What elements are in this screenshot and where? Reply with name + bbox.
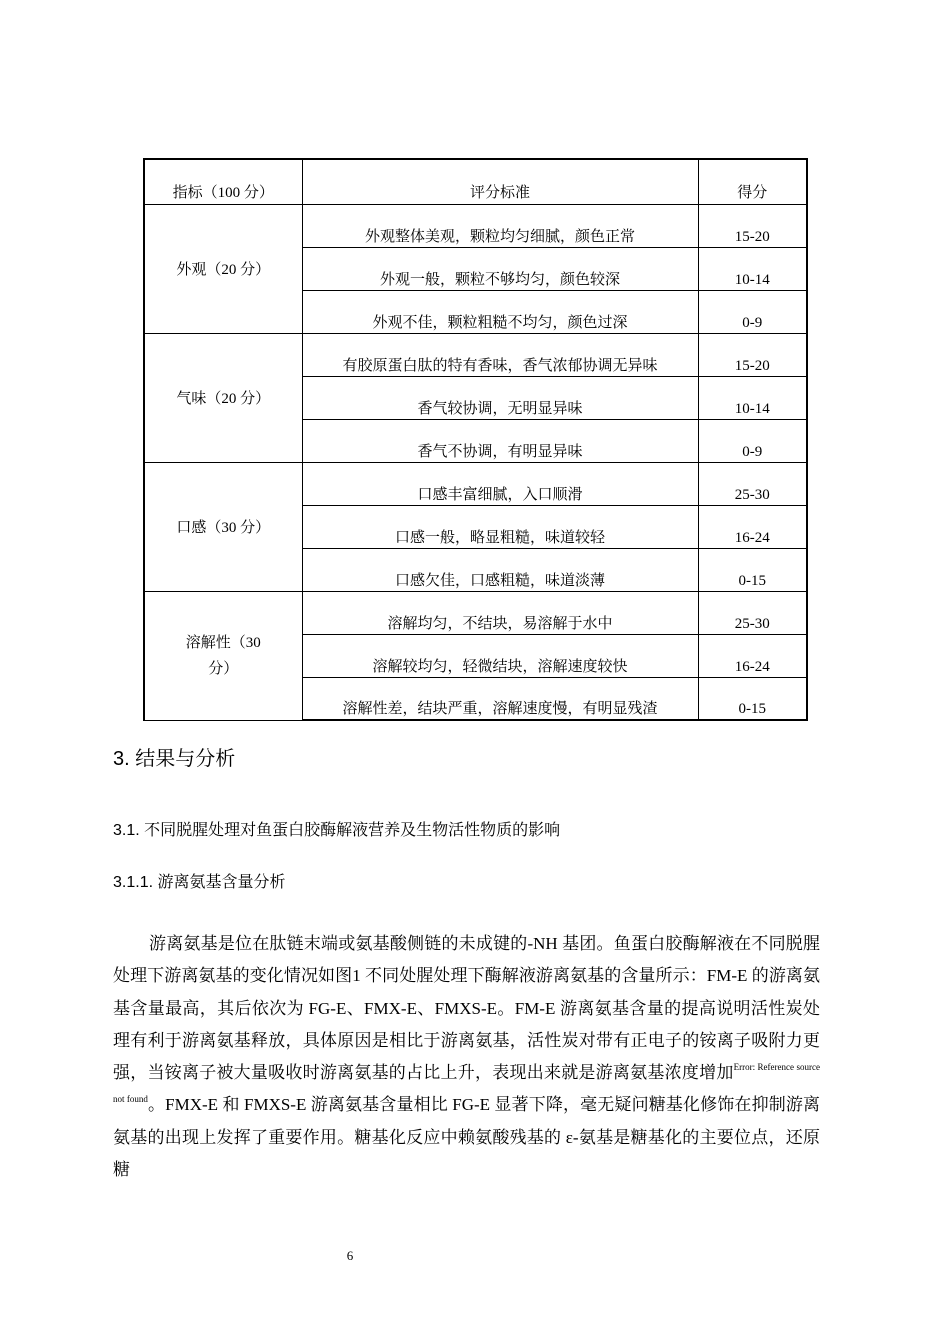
criterion-cell: 有胶原蛋白肽的特有香味，香气浓郁协调无异味 <box>302 333 698 376</box>
category-mouthfeel: 口感（30 分） <box>144 462 302 591</box>
scoring-criteria-table <box>143 158 808 721</box>
table-row <box>144 204 807 247</box>
criterion-cell: 口感一般，略显粗糙，味道较轻 <box>302 505 698 548</box>
score-cell: 0-9 <box>698 419 807 462</box>
score-cell: 25-30 <box>698 462 807 505</box>
score-cell: 16-24 <box>698 505 807 548</box>
body-paragraph <box>113 928 820 1186</box>
subsubsection-heading: 3.1.1. 游离氨基含量分析 <box>113 874 286 891</box>
score-cell: 15-20 <box>698 204 807 247</box>
criterion-cell: 溶解较均匀，轻微结块，溶解速度较快 <box>302 634 698 677</box>
table-row <box>144 591 807 634</box>
criterion-cell: 溶解均匀，不结块，易溶解于水中 <box>302 591 698 634</box>
criterion-cell: 溶解性差，结块严重，溶解速度慢，有明显残渣 <box>302 677 698 720</box>
criterion-cell: 外观整体美观，颗粒均匀细腻，颜色正常 <box>302 204 698 247</box>
header-criteria: 评分标准 <box>302 159 698 204</box>
criterion-cell: 外观一般，颗粒不够均匀，颜色较深 <box>302 247 698 290</box>
criterion-cell: 香气较协调，无明显异味 <box>302 376 698 419</box>
header-score: 得分 <box>698 159 807 204</box>
score-cell: 25-30 <box>698 591 807 634</box>
criterion-cell: 口感丰富细腻，入口顺滑 <box>302 462 698 505</box>
header-indicator: 指标（100 分） <box>144 159 302 204</box>
criterion-cell: 香气不协调，有明显异味 <box>302 419 698 462</box>
paragraph-text-part2: 。FMX-E 和 FMXS-E 游离氨基含量相比 FG-E 显著下降，毫无疑问糖基化修饰在抑制游离氨基的出现上发挥了重要作用。糖基化反应中赖氨酸残基的 ε-氨基是糖基化的主要位点，还原糖 <box>113 1095 820 1180</box>
category-appearance: 外观（20 分） <box>144 204 302 333</box>
subsection-heading: 3.1. 不同脱腥处理对鱼蛋白胶酶解液营养及生物活性物质的影响 <box>113 822 561 839</box>
score-cell: 16-24 <box>698 634 807 677</box>
page-number: 6 <box>346 1248 354 1263</box>
category-aroma: 气味（20 分） <box>144 333 302 462</box>
score-cell: 15-20 <box>698 333 807 376</box>
category-solubility-label: 溶解性（30 分） <box>185 634 261 677</box>
score-cell: 0-9 <box>698 290 807 333</box>
table-header-row <box>144 159 807 204</box>
score-cell: 0-15 <box>698 677 807 720</box>
table-row <box>144 333 807 376</box>
category-solubility <box>144 591 302 720</box>
score-cell: 10-14 <box>698 247 807 290</box>
table-row <box>144 462 807 505</box>
section-heading: 3. 结果与分析 <box>113 748 236 770</box>
criterion-cell: 外观不佳，颗粒粗糙不均匀，颜色过深 <box>302 290 698 333</box>
paragraph-text-part1: 游离氨基是位在肽链末端或氨基酸侧链的未成键的-NH 基团。鱼蛋白胶酶解液在不同脱腥处理下游离氨基的变化情况如图1 不同处腥处理下酶解液游离氨基的含量所示：FM-E 的游离氨基含量最高，其后依次为 FG-E、FMX-E、FMXS-E。FM-E 游离氨基含量的提高说明活性炭处理有利于游离氨基释放，具体原因是相比于游离氨基，活性炭对带有正电子的铵离子吸附力更强，当铵离子被大量吸收时游离氨基的占比上升，表现出来就是游离氨基浓度增加 <box>113 934 820 1083</box>
score-cell: 0-15 <box>698 548 807 591</box>
reference-error-superscript: Error: Reference source not found <box>113 1062 821 1105</box>
score-cell: 10-14 <box>698 376 807 419</box>
criterion-cell: 口感欠佳，口感粗糙，味道淡薄 <box>302 548 698 591</box>
